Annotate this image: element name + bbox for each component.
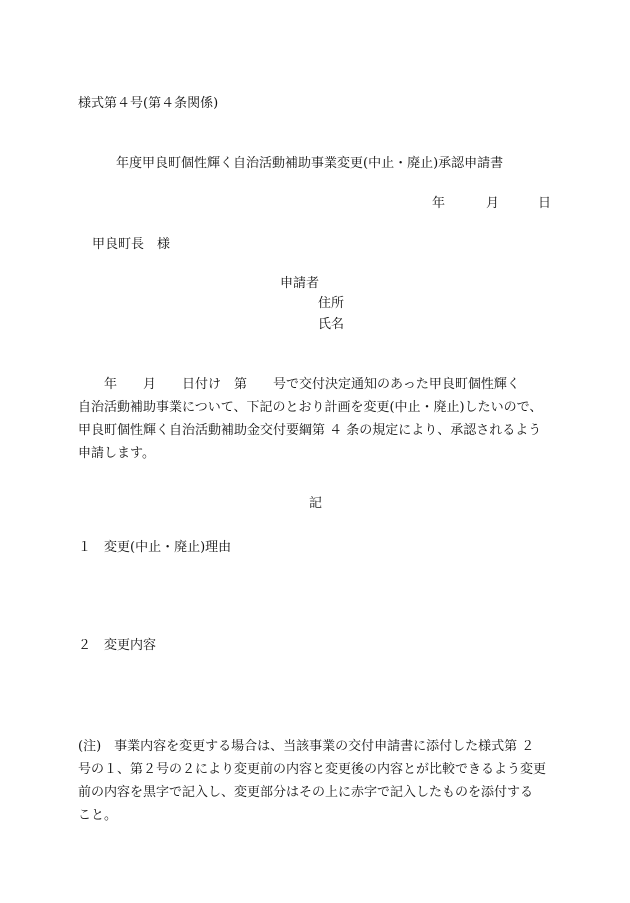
date-year-label: 年 <box>432 196 446 211</box>
request-body-line: 申請します。 <box>78 446 155 461</box>
applicant-label: 申請者 <box>280 276 320 291</box>
applicant-address-label: 住所 <box>318 296 345 311</box>
applicant-name-label: 氏名 <box>318 317 345 332</box>
ki-heading: 記 <box>309 496 323 511</box>
item-change-content: ２ 変更内容 <box>78 638 157 653</box>
date-day-label: 日 <box>538 196 552 211</box>
request-body-line: 自治活動補助事業について、下記のとおり計画を変更(中止・廃止)したいので、 <box>78 400 543 415</box>
request-body-line: 甲良町個性輝く自治活動補助金交付要綱第 ４ 条の規定により、承認されるよう <box>78 423 542 438</box>
note-line: 号の１、第２号の２により変更前の内容と変更後の内容とが比較できるよう変更 <box>78 762 547 777</box>
request-body <box>78 373 558 465</box>
document-title: 年度甲良町個性輝く自治活動補助事業変更(中止・廃止)承認申請書 <box>116 156 504 171</box>
date-month-label: 月 <box>486 196 500 211</box>
note-line: 前の内容を黒字で記入し、変更部分はその上に赤字で記入したものを添付する <box>78 785 534 800</box>
note-line: こと。 <box>78 808 118 823</box>
note-block <box>78 735 558 827</box>
note-line: (注) 事業内容を変更する場合は、当該事業の交付申請書に添付した様式第 ２ <box>78 739 535 754</box>
item-change-reason: １ 変更(中止・廃止)理由 <box>78 540 232 555</box>
form-number: 様式第４号(第４条関係) <box>78 96 219 111</box>
request-body-line: 年 月 日付け 第 号で交付決定通知のあった甲良町個性輝く <box>78 377 520 392</box>
addressee: 甲良町長 様 <box>92 237 171 252</box>
